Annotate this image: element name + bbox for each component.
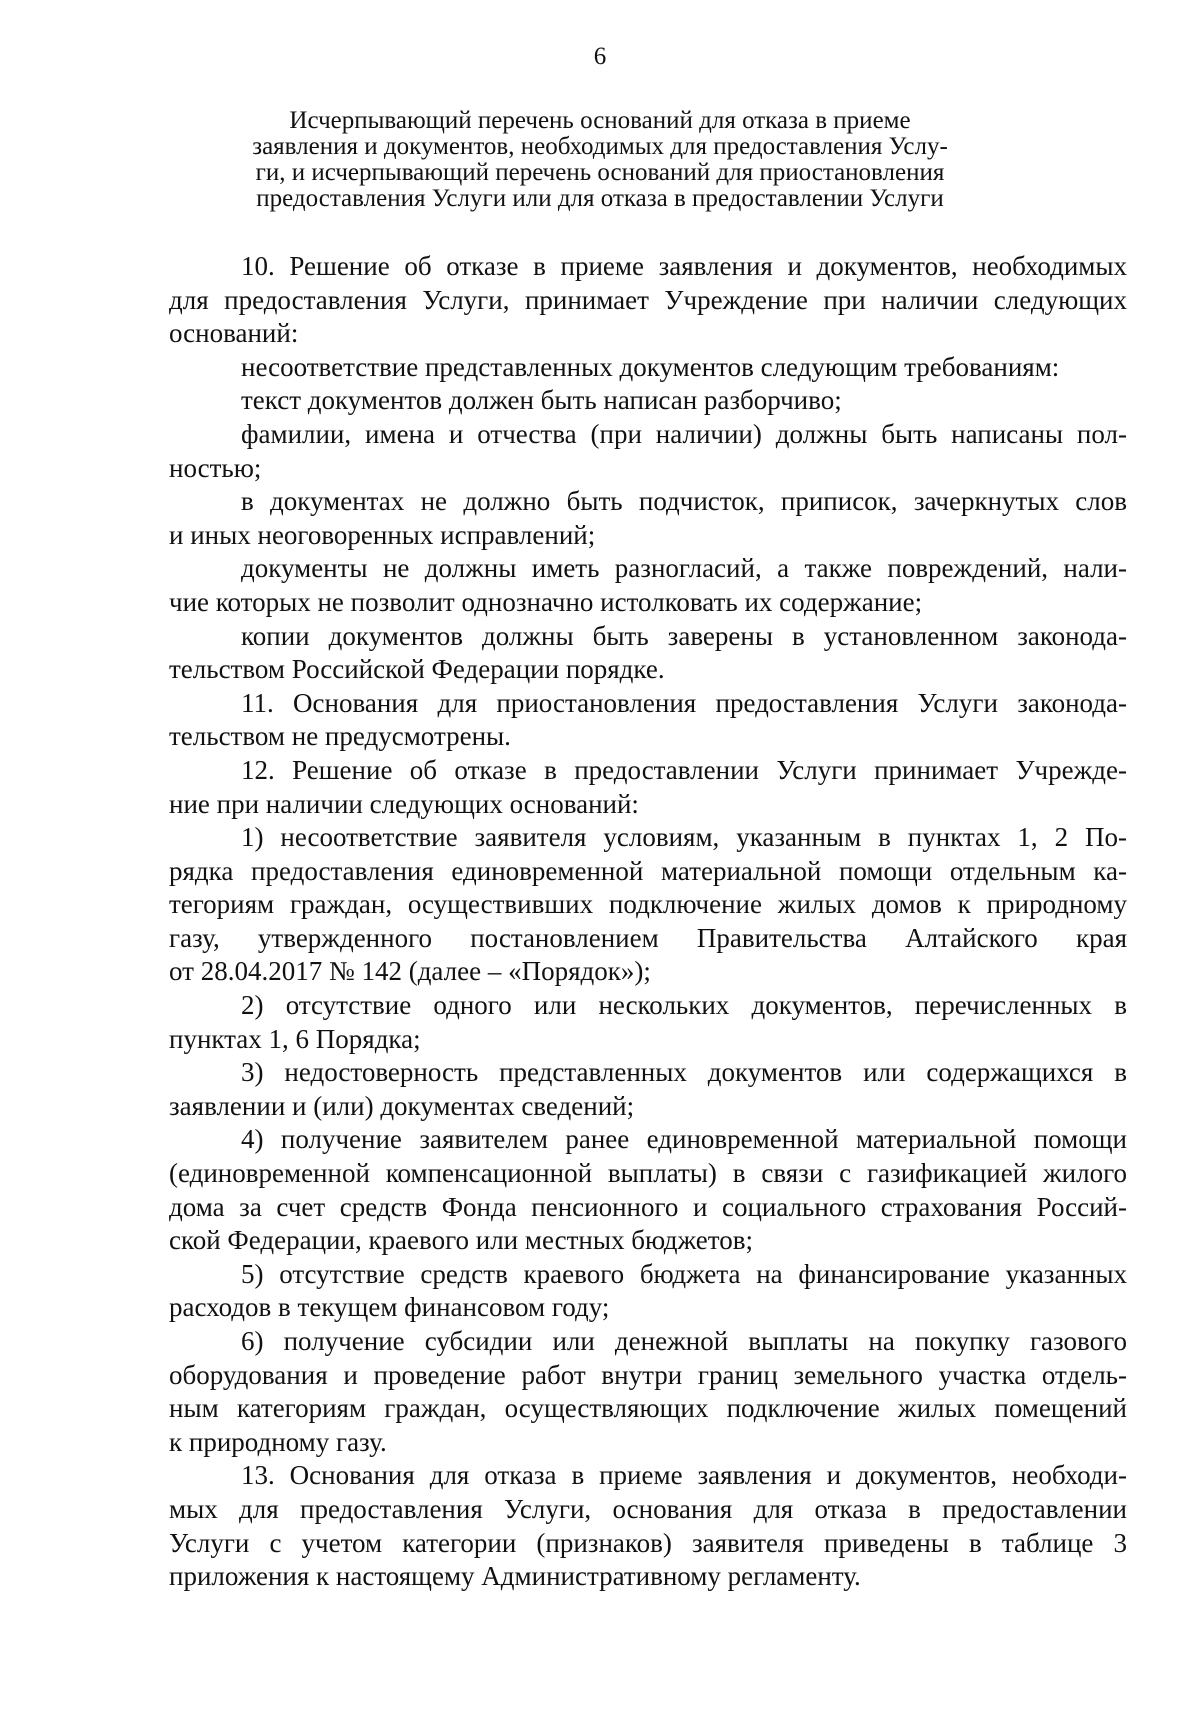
text-line: газу, утвержденного постановлением Правительства Алтайского края: [169, 922, 1127, 953]
text-line: 6) получение субсидии или денежной выплаты на покупку газового: [241, 1326, 1127, 1356]
paragraph: [169, 1123, 1127, 1257]
text-line: 10. Решение об отказе в приеме заявления и документов, необходимых: [241, 251, 1127, 281]
text-line: для предоставления Услуги, принимает Учреждение при наличии следующих: [169, 284, 1127, 315]
paragraph: [169, 687, 1127, 754]
text-line: ской Федерации, краевого или местных бюджетов;: [169, 1225, 753, 1256]
text-line: копии документов должны быть заверены в установленном законода-: [241, 620, 1127, 651]
text-line: чие которых не позволит однозначно истолковать их содержание;: [169, 586, 923, 617]
paragraph: [169, 384, 1127, 418]
paragraph: [169, 552, 1127, 619]
text-line: фамилии, имена и отчества (при наличии) должны быть написаны пол-: [241, 418, 1127, 449]
text-line: тегориям граждан, осуществивших подключение жилых домов к природному: [169, 889, 1127, 920]
text-line: 1) несоответствие заявителя условиям, указанным в пунктах 1, 2 По-: [241, 822, 1127, 853]
paragraph: [169, 620, 1127, 687]
text-line: оснований:: [169, 318, 299, 349]
text-line: тельством не предусмотрены.: [169, 721, 511, 752]
text-line: в документах не должно быть подчисток, приписок, зачеркнутых слов: [241, 486, 1127, 517]
text-line: несоответствие представленных документов следующим требованиям:: [241, 351, 1060, 382]
text-line: к природному газу.: [169, 1426, 387, 1457]
text-line: (единовременной компенсационной выплаты) в связи с газификацией жилого: [169, 1158, 1127, 1189]
paragraph: [169, 1459, 1127, 1593]
heading-line: Исчерпывающий перечень оснований для отказа в приеме: [289, 107, 911, 134]
text-line: оборудования и проведение работ внутри границ земельного участка отдель-: [169, 1359, 1127, 1390]
paragraph: [169, 485, 1127, 552]
text-line: заявлении и (или) документах сведений;: [169, 1090, 635, 1121]
text-line: документы не должны иметь разногласий, а также повреждений, нали-: [241, 553, 1127, 584]
heading-line: предоставления Услуги или для отказа в предоставлении Услуги: [256, 185, 944, 212]
text-line: 5) отсутствие средств краевого бюджета на финансирование указанных: [241, 1258, 1127, 1289]
text-line: пунктах 1, 6 Порядка;: [169, 1023, 421, 1054]
text-line: от 28.04.2017 № 142 (далее – «Порядок»);: [169, 956, 651, 987]
paragraph: [169, 1056, 1127, 1123]
text-line: дома за счет средств Фонда пенсионного и социального страхования Россий-: [169, 1191, 1127, 1222]
text-line: 4) получение заявителем ранее единовременной материальной помощи: [241, 1124, 1127, 1155]
text-line: ние при наличии следующих оснований:: [169, 788, 639, 819]
text-line: 11. Основания для приостановления предоставления Услуги законода-: [241, 687, 1127, 718]
text-line: и иных неоговоренных исправлений;: [169, 519, 596, 550]
text-line: приложения к настоящему Административному регламенту.: [169, 1561, 861, 1592]
text-line: Услуги с учетом категории (признаков) заявителя приведены в таблице 3: [169, 1527, 1127, 1558]
text-line: тельством Российской Федерации порядке.: [169, 654, 665, 685]
section-heading: [220, 108, 980, 212]
paragraph: [169, 1258, 1127, 1325]
page-number: 6: [593, 43, 607, 70]
text-line: 2) отсутствие одного или нескольких документов, перечисленных в: [241, 990, 1127, 1021]
text-line: рядка предоставления единовременной материальной помощи отдельным ка-: [169, 855, 1127, 886]
paragraph: [169, 250, 1127, 351]
text-line: расходов в текущем финансовом году;: [169, 1292, 610, 1323]
paragraph: [169, 351, 1127, 385]
paragraph: [169, 989, 1127, 1056]
text-line: мых для предоставления Услуги, основания для отказа в предоставлении: [169, 1493, 1127, 1524]
text-line: 13. Основания для отказа в приеме заявления и документов, необходи-: [241, 1460, 1127, 1491]
paragraph: [169, 754, 1127, 821]
heading-line: заявления и документов, необходимых для предоставления Услу-: [252, 133, 948, 160]
document-body: [169, 250, 1127, 1594]
paragraph: [169, 418, 1127, 485]
text-line: 12. Решение об отказе в предоставлении Услуги принимает Учрежде-: [241, 754, 1127, 785]
text-line: ным категориям граждан, осуществляющих подключение жилых помещений: [169, 1393, 1127, 1424]
heading-line: ги, и исчерпывающий перечень оснований для приостановления: [255, 159, 945, 186]
paragraph: [169, 821, 1127, 989]
paragraph: [169, 1325, 1127, 1459]
text-line: текст документов должен быть написан разборчиво;: [241, 385, 842, 416]
text-line: 3) недостоверность представленных документов или содержащихся в: [241, 1057, 1127, 1088]
text-line: ностью;: [169, 452, 262, 483]
